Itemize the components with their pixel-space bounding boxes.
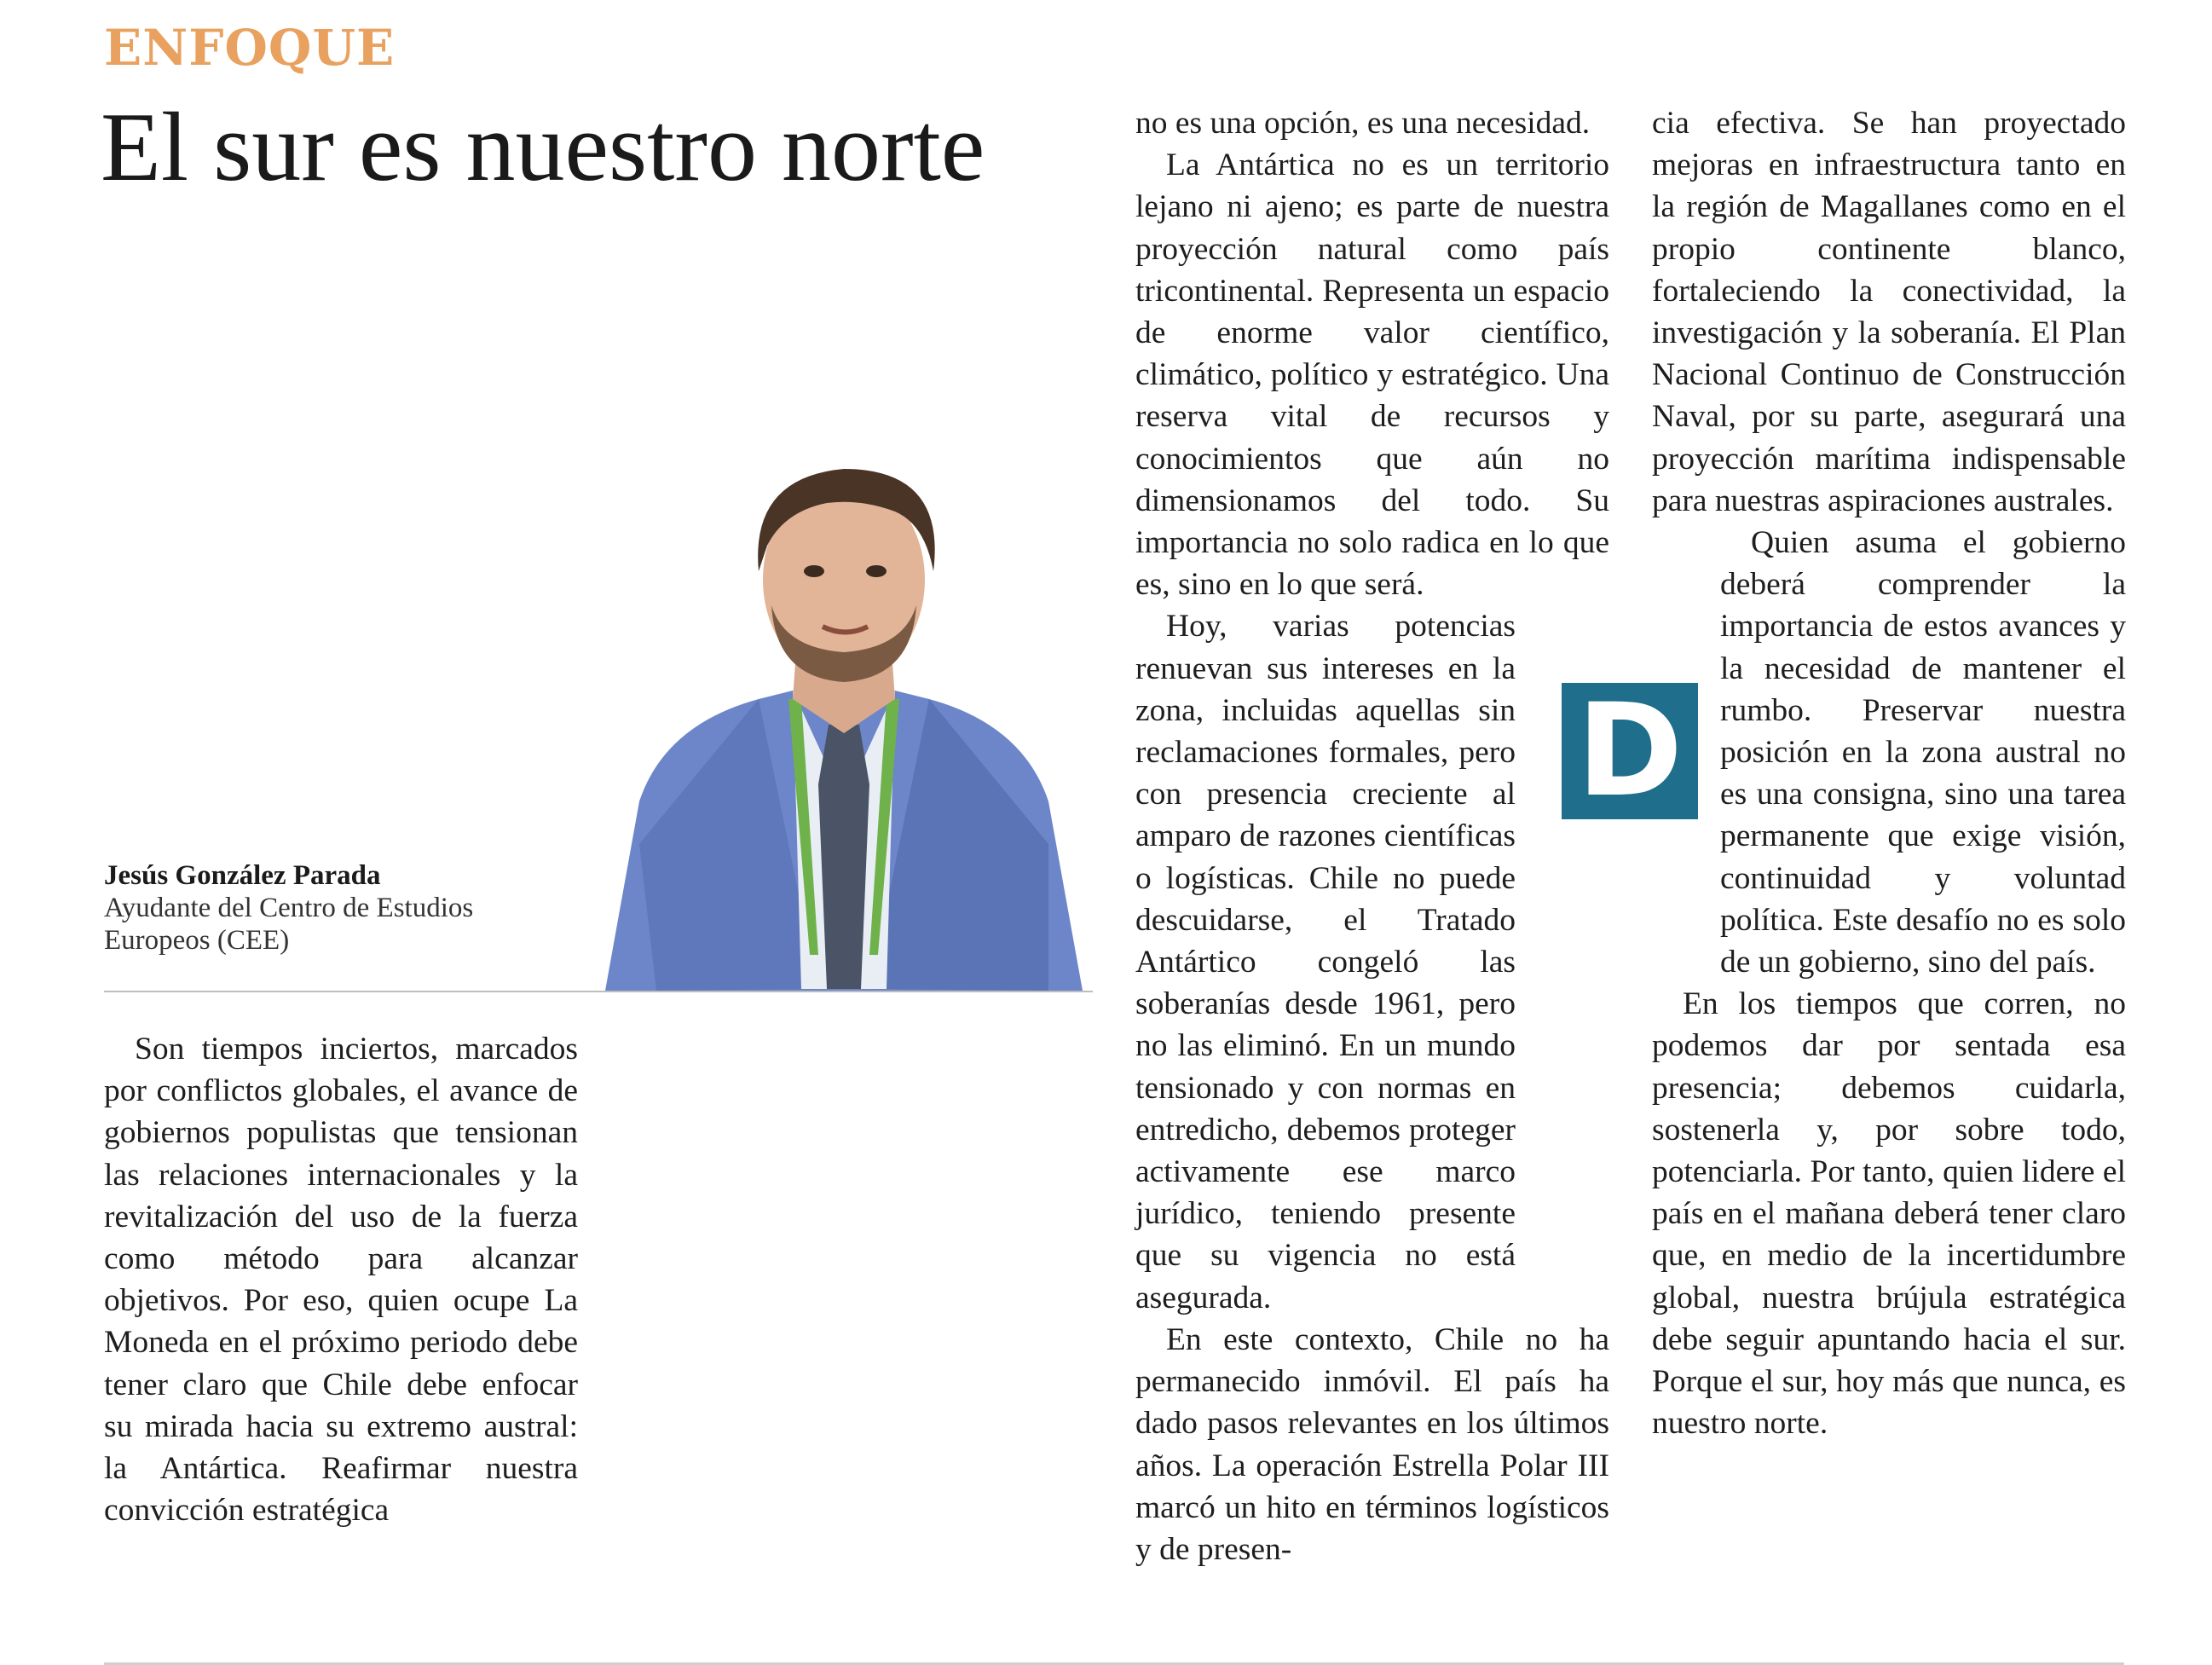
article-paragraph: Hoy, varias potencias renuevan sus intereses en la zona, incluidas aquellas sin reclamaciones formales, pero con presencia creciente al amparo de razones científicas o logísticas. Chile no puede descuidarse, el Tratado Antártico congeló las soberanías desde 1961, pero no las eliminó. En un mundo tensionado y con normas en entredicho, debemos proteger activamente ese marco jurídico, teniendo presente que su vigencia no está asegurada. [1135, 609, 1516, 1315]
article-column-2 [1135, 102, 1609, 1570]
article-paragraph: En este contexto, Chile no ha permanecido inmóvil. El país ha dado pasos relevantes en los últimos años. La operación Estrella Polar III marcó un hito en términos logísticos y de presen- [1135, 1321, 1609, 1567]
byline [104, 859, 547, 957]
article-headline: El sur es nuestro norte [101, 93, 985, 202]
article-paragraph: no es una opción, es una necesidad. [1135, 106, 1591, 141]
article-paragraph: Quien asuma el gobierno deberá comprender la importancia de estos avances y la necesidad de mantener el rumbo. Preservar nuestra posición en la zona austral no es una consigna, sino una tarea permanente que exige visión, continuidad y voluntad política. Este desafío no es solo de un gobierno, sino del país. [1720, 525, 2126, 980]
author-name: Jesús González Parada [104, 860, 381, 891]
article-paragraph: En los tiempos que corren, no podemos dar por sentada esa presencia; debemos cuidarla, sostenerla y, por sobre todo, potenciarla. Por tanto, quien lidere el país en el mañana deberá tener claro que, en medio de la incertidumbre global, nuestra brújula estratégica debe seguir apuntando hacia el sur. Porque el sur, hoy más que nunca, es nuestro norte. [1652, 986, 2126, 1442]
divider-rule [104, 991, 1093, 992]
article-paragraph: La Antártica no es un territorio lejano ni ajeno; es parte de nuestra proyección natural como país tricontinental. Representa un espacio de enorme valor científico, climático, político y estratégico. Una reserva vital de recursos y conocimientos que aún no dimensionamos del todo. Su importancia no solo radica en lo que es, sino en lo que será. [1135, 147, 1609, 603]
article-column-1 [104, 1028, 578, 1531]
section-kicker: ENFOQUE [104, 19, 396, 77]
article-paragraph: cia efectiva. Se han proyectado mejoras en infraestructura tanto en la región de Magallanes como en el propio continente blanco, fortaleciendo la conectividad, la investigación y la soberanía. El Plan Nacional Continuo de Construcción Naval, por su parte, asegurará una proyección marítima indispensable para nuestras aspiraciones australes. [1652, 106, 2126, 518]
article-column-3 [1652, 102, 2126, 1445]
dropcap-letter: D [1562, 683, 1698, 819]
article-paragraph: Son tiempos inciertos, marcados por conflictos globales, el avance de gobiernos populistas que tensionan las relaciones internacionales y la revitalización del uso de la fuerza como método para alcanzar objetivos. Por eso, quien ocupe La Moneda en el próximo periodo debe tener claro que Chile debe enfocar su mirada hacia su extremo austral: la Antártica. Reafirmar nuestra convicción estratégica [104, 1032, 578, 1529]
author-role: Ayudante del Centro de Estudios Europeos (CEE) [104, 893, 474, 956]
author-portrait-icon [605, 443, 1083, 991]
